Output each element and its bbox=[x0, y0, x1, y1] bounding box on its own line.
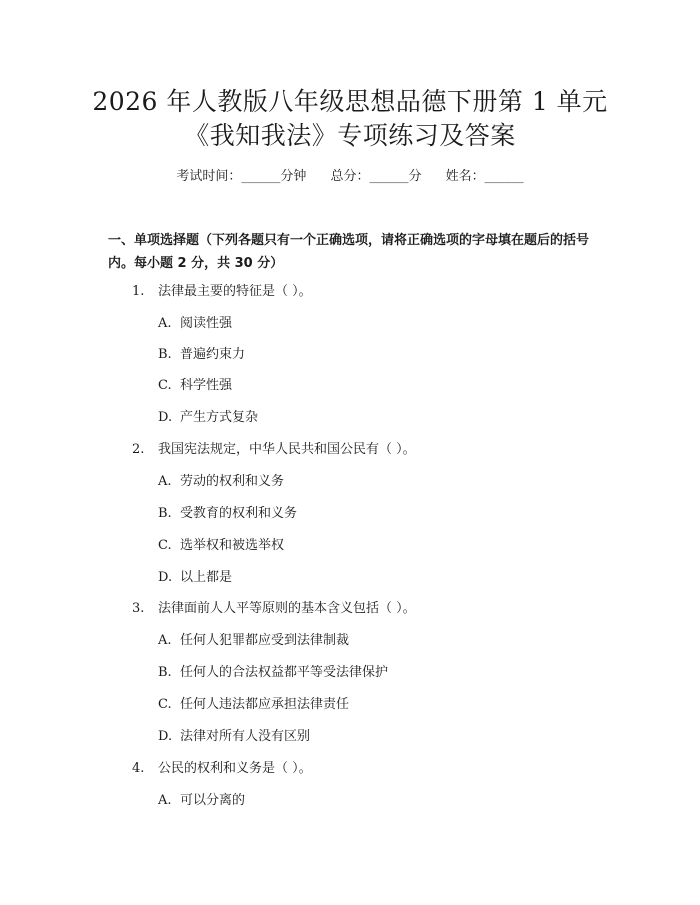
option-letter: B. bbox=[158, 665, 172, 680]
question-text: 公民的权利和义务是（ ）。 bbox=[158, 761, 312, 776]
option-letter: A. bbox=[158, 633, 172, 648]
question bbox=[132, 760, 312, 778]
option bbox=[158, 664, 388, 682]
question bbox=[132, 283, 312, 301]
option-letter: C. bbox=[158, 538, 172, 553]
option-text: 任何人违法都应承担法律责任 bbox=[180, 697, 350, 712]
option bbox=[158, 346, 245, 364]
option bbox=[158, 409, 258, 427]
option-text: 受教育的权利和义务 bbox=[180, 506, 298, 521]
option bbox=[158, 792, 245, 810]
option bbox=[158, 537, 284, 555]
option-letter: A. bbox=[158, 793, 172, 808]
option-letter: D. bbox=[158, 570, 173, 585]
question-number: 1. bbox=[132, 284, 145, 299]
option-text: 任何人犯罪都应受到法律制裁 bbox=[180, 633, 350, 648]
question-text: 法律最主要的特征是（ ）。 bbox=[158, 284, 312, 299]
option bbox=[158, 632, 349, 650]
question-number: 2. bbox=[132, 442, 145, 457]
student-name-field: 姓名：______ bbox=[445, 169, 524, 184]
option-letter: B. bbox=[158, 347, 172, 362]
question bbox=[132, 441, 416, 459]
option-text: 阅读性强 bbox=[180, 316, 233, 331]
exam-time-field: 考试时间：______分钟 bbox=[176, 169, 307, 184]
option-text: 任何人的合法权益都平等受法律保护 bbox=[180, 665, 389, 680]
option-letter: C. bbox=[158, 697, 172, 712]
option bbox=[158, 315, 232, 333]
option bbox=[158, 728, 310, 746]
option-letter: D. bbox=[158, 410, 173, 425]
total-score-field: 总分：______分 bbox=[330, 169, 422, 184]
question bbox=[132, 600, 416, 618]
option-letter: C. bbox=[158, 378, 172, 393]
option-text: 选举权和被选举权 bbox=[180, 538, 285, 553]
option-text: 产生方式复杂 bbox=[180, 410, 259, 425]
section-heading: 一、单项选择题（下列各题只有一个正确选项，请将正确选项的字母填在题后的括号内。每小题 2 分，共 30 分） bbox=[108, 233, 590, 271]
option-text: 法律对所有人没有区别 bbox=[180, 729, 311, 744]
option bbox=[158, 696, 349, 714]
exam-meta bbox=[0, 168, 700, 186]
document-title-line-1: 2026 年人教版八年级思想品德下册第 1 单元 bbox=[92, 87, 608, 116]
option bbox=[158, 473, 284, 491]
option-text: 普遍约束力 bbox=[180, 347, 246, 362]
question-text: 我国宪法规定，中华人民共和国公民有（ ）。 bbox=[158, 442, 416, 457]
question-number: 3. bbox=[132, 601, 145, 616]
option-letter: B. bbox=[158, 506, 172, 521]
option-text: 科学性强 bbox=[180, 378, 233, 393]
question-number: 4. bbox=[132, 761, 145, 776]
option-text: 可以分离的 bbox=[180, 793, 246, 808]
option bbox=[158, 505, 297, 523]
option-letter: D. bbox=[158, 729, 173, 744]
option bbox=[158, 569, 232, 587]
document-title-line-2: 《我知我法》专项练习及答案 bbox=[184, 121, 516, 150]
option bbox=[158, 377, 232, 395]
option-text: 以上都是 bbox=[180, 570, 233, 585]
option-letter: A. bbox=[158, 316, 172, 331]
option-text: 劳动的权利和义务 bbox=[180, 474, 285, 489]
question-text: 法律面前人人平等原则的基本含义包括（ ）。 bbox=[158, 601, 416, 616]
option-letter: A. bbox=[158, 474, 172, 489]
